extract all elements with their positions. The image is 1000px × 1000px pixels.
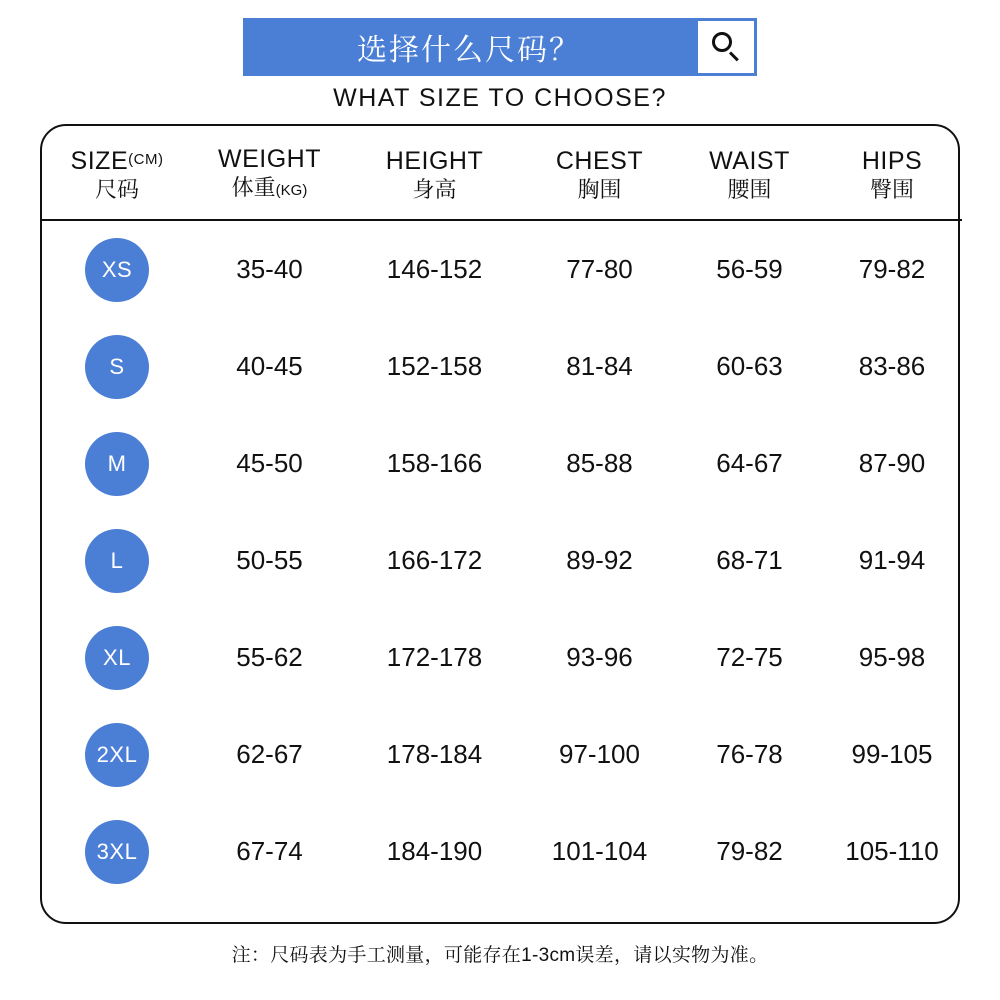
column-header-height-en: HEIGHT	[385, 146, 484, 175]
column-header-height-cn: 身高	[412, 176, 457, 202]
chest-cell: 85-88	[566, 448, 633, 478]
size-cell	[42, 220, 192, 318]
waist-cell: 68-71	[716, 545, 783, 575]
column-header-weight	[192, 126, 347, 220]
column-header-chest-cn: 胸围	[577, 176, 622, 202]
column-header-waist-en: WAIST	[709, 146, 790, 175]
size-badge: M	[85, 432, 149, 496]
table-header	[42, 126, 962, 220]
table-body	[42, 220, 962, 900]
waist-cell: 60-63	[716, 351, 783, 381]
size-cell	[42, 415, 192, 512]
table-row	[42, 415, 962, 512]
height-cell: 172-178	[386, 642, 483, 672]
height-cell: 158-166	[386, 448, 483, 478]
column-header-chest	[522, 126, 677, 220]
column-header-waist-cn: 腰围	[727, 176, 772, 202]
weight-cell: 62-67	[236, 739, 303, 769]
footnote: 注：尺码表为手工测量，可能存在1-3cm误差，请以实物为准。	[231, 945, 769, 966]
table-row	[42, 512, 962, 609]
chest-cell: 97-100	[559, 739, 640, 769]
table-row	[42, 220, 962, 318]
weight-cell: 55-62	[236, 642, 303, 672]
size-cell	[42, 609, 192, 706]
size-badge: XL	[85, 626, 149, 690]
search-button[interactable]	[695, 18, 757, 76]
weight-cell: 45-50	[236, 448, 303, 478]
waist-cell: 72-75	[716, 642, 783, 672]
size-cell	[42, 803, 192, 900]
weight-cell: 67-74	[236, 836, 303, 866]
hips-cell: 79-82	[858, 254, 926, 284]
waist-cell: 76-78	[716, 739, 783, 769]
column-header-size-cn: 尺码	[94, 177, 139, 202]
size-table	[42, 126, 962, 900]
page-title-cn: 选择什么尺码？	[357, 34, 581, 67]
waist-cell: 79-82	[716, 836, 783, 866]
column-header-hips-cn: 臀围	[869, 176, 914, 202]
column-header-size-en: SIZE	[70, 147, 129, 175]
table-row	[42, 318, 962, 415]
hips-cell: 87-90	[858, 448, 926, 478]
weight-cell: 40-45	[236, 351, 303, 381]
column-header-size-unit: (CM)	[128, 151, 164, 168]
size-badge: S	[85, 335, 149, 399]
table-header-row	[42, 126, 962, 220]
size-badge: L	[85, 529, 149, 593]
column-header-hips-en: HIPS	[861, 146, 923, 175]
size-badge: XS	[85, 238, 149, 302]
chest-cell: 93-96	[566, 642, 633, 672]
column-header-hips	[822, 126, 962, 220]
weight-cell: 50-55	[236, 545, 303, 575]
weight-cell: 35-40	[236, 254, 303, 284]
hips-cell: 83-86	[858, 351, 926, 381]
chest-cell: 101-104	[551, 836, 648, 866]
chest-cell: 77-80	[566, 254, 633, 284]
waist-cell: 56-59	[716, 254, 783, 284]
height-cell: 184-190	[386, 836, 483, 866]
chest-cell: 89-92	[566, 545, 633, 575]
size-badge: 2XL	[85, 723, 149, 787]
hips-cell: 91-94	[858, 545, 926, 575]
table-row	[42, 803, 962, 900]
column-header-height	[347, 126, 522, 220]
size-cell	[42, 512, 192, 609]
title-banner	[243, 18, 695, 76]
table-row	[42, 706, 962, 803]
column-header-weight-cn: 体重	[231, 175, 276, 200]
height-cell: 166-172	[386, 545, 483, 575]
hips-cell: 95-98	[858, 642, 926, 672]
height-cell: 152-158	[386, 351, 483, 381]
size-cell	[42, 706, 192, 803]
height-cell: 146-152	[386, 254, 483, 284]
column-header-size	[42, 126, 192, 220]
table-row	[42, 609, 962, 706]
size-cell	[42, 318, 192, 415]
column-header-weight-unit: (KG)	[275, 182, 308, 199]
column-header-chest-en: CHEST	[555, 146, 644, 175]
chest-cell: 81-84	[566, 351, 633, 381]
height-cell: 178-184	[386, 739, 483, 769]
hips-cell: 99-105	[851, 739, 933, 769]
column-header-weight-en: WEIGHT	[218, 145, 321, 173]
search-icon	[710, 31, 742, 63]
header-banner-row	[243, 18, 757, 76]
page-subtitle-en: WHAT SIZE TO CHOOSE?	[333, 84, 667, 112]
waist-cell: 64-67	[716, 448, 783, 478]
column-header-waist	[677, 126, 822, 220]
size-table-card	[40, 124, 960, 924]
hips-cell: 105-110	[845, 836, 939, 866]
size-badge: 3XL	[85, 820, 149, 884]
